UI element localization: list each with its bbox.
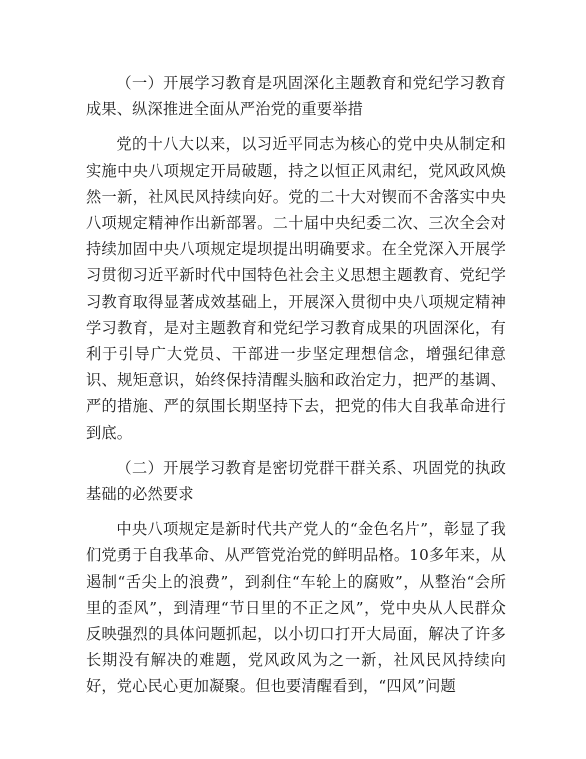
document-body: [86, 70, 506, 700]
section-2-heading: （二）开展学习教育是密切党群干群关系、巩固党的执政基础的必然要求: [86, 458, 506, 504]
section-2-paragraph: 中央八项规定是新时代共产党人的“金色名片”，彰显了我们党勇于自我革命、从严管党治党的鲜明品格。10多年来，从遏制“舌尖上的浪费”，到刹住“车轮上的腐败”，从整治“会所里的歪风”，到清理“节日里的不正之风”，党中央从人民群众反映强烈的具体问题抓起，以小切口打开大局面，解决了许多长期没有解决的难题，党风政风为之一新，社风民风持续向好，党心民心更加凝聚。但也要清醒看到，“四风”问题: [86, 520, 506, 696]
section-1-paragraph: 党的十八大以来，以习近平同志为核心的党中央从制定和实施中央八项规定开局破题，持之以恒正风肃纪，党风政风焕然一新，社风民风持续向好。党的二十大对锲而不舍落实中央八项规定精神作出新部署。二十届中央纪委二次、三次全会对持续加固中央八项规定堤坝提出明确要求。在全党深入开展学习贯彻习近平新时代中国特色社会主义思想主题教育、党纪学习教育取得显著成效基础上，开展深入贯彻中央八项规定精神学习教育，是对主题教育和党纪学习教育成果的巩固深化，有利于引导广大党员、干部进一步坚定理想信念，增强纪律意识、规矩意识，始终保持清醒头脑和政治定力，把严的基调、严的措施、严的氛围长期坚持下去，把党的伟大自我革命进行到底。: [86, 135, 506, 442]
section-1-heading: （一）开展学习教育是巩固深化主题教育和党纪学习教育成果、纵深推进全面从严治党的重要举措: [86, 74, 506, 119]
